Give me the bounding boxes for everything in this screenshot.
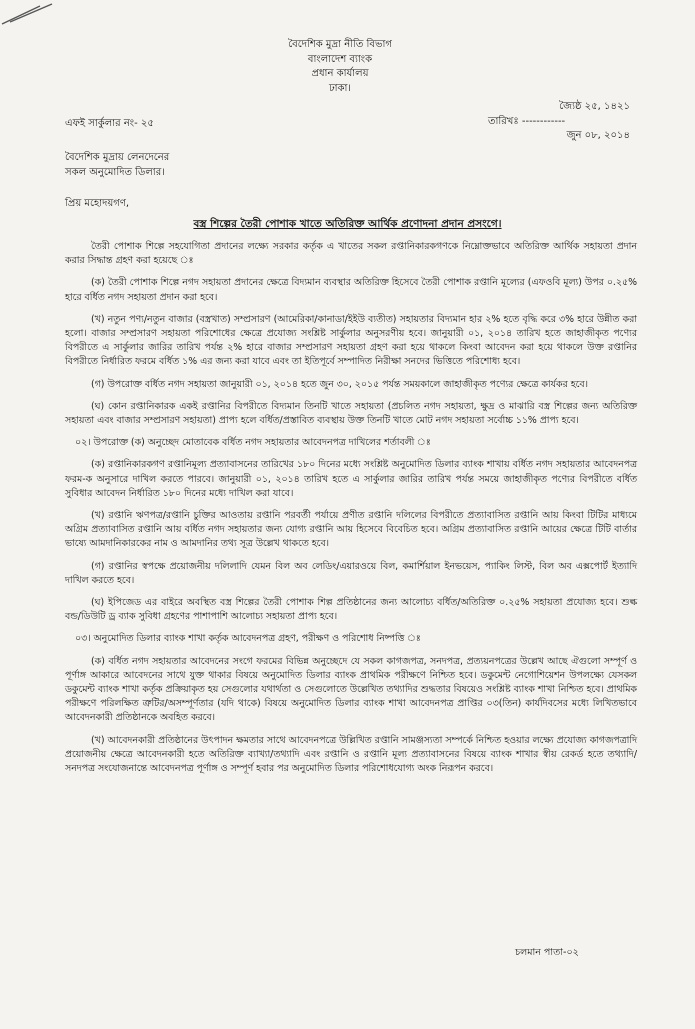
section-2-item-ga: (গ) রপ্তানির স্বপক্ষে প্রয়োজনীয় দলিলাদি যেমন বিল অব লেডিং/এয়ারওয়ে বিল, কমার্শিয়াল ইনভয়েস, প্যাকিং লিস্ট, বিল অব এক্সপোর্ট ইত্যাদি দাখিল করতে হবে। [65, 560, 637, 586]
paragraph-kha: (খ) নতুন পণ্য/নতুন বাজার (বস্ত্রখাত) সম্প্রসারণ (আমেরিকা/কানাডা/ইইউ ব্যতীত) সহায়তার বিদ্যমান হার ২% হতে বৃদ্ধি করে ৩% হারে উন্নীত করা হলো। বাজার সম্প্রসারণ সহায়তা পরিশোধের ক্ষেত্রে প্রযোজ্য সংশ্লিষ্ট সার্কুলার অনুসরণীয় হবে। জানুয়ারী ০১, ২০১৪ তারিখ হতে জাহাজীকৃত পণ্যের বিপরীতে এ সার্কুলার জারির তারিখ পর্যন্ত ২% হারে বাজার সম্প্রসারণ সহায়তা গ্রহণ করা হয়ে থাকলে কিংবা আবেদন করা হয়ে থাকলে উক্ত রপ্তানির বিপরীতে নির্ধারিত ফরমে বর্ধিত ১% এর জন্য করা যাবে এবং তা ইতিপূর্বে সম্পাদিত নিরীক্ষা সনদের ভিত্তিতে পরিশোধ্য হবে। [65, 313, 637, 368]
section-2-item-kha: (খ) রপ্তানি ঋণপত্র/রপ্তানি চুক্তির আওতায় রপ্তানি পরবর্তী পর্যায়ে প্রণীত রপ্তানি দলিলের বিপরীতে প্রত্যাবাসিত রপ্তানি আয় কিংবা টিটির মাধ্যমে অগ্রিম প্রত্যাবাসিত রপ্তানি আয় বর্ধিত নগদ সহায়তার জন্য যোগ্য রপ্তানি আয় হিসেবে বিবেচিত হবে। অগ্রিম প্রত্যাবাসিত রপ্তানি আয়ের ক্ষেত্রে টিটি বার্তার ভাষ্যে আমদানিকারকের নাম ও আমদানির তথ্য সূত্র উল্লেখ থাকতে হবে। [65, 510, 637, 550]
pen-mark-icon [0, 0, 70, 30]
section-3-heading: ০৩। অনুমোদিত ডিলার ব্যাংক শাখা কর্তৃক আবেদনপত্র গ্রহণ, পরীক্ষণ ও পরিশোধ নিষ্পত্তি ঃ [75, 633, 421, 645]
intro-paragraph: তৈরী পোশাক শিল্পে সহযোগিতা প্রদানের লক্ষ্যে সরকার কর্তৃক এ খাতের সকল রপ্তানিকারকগণকে নিম্নোক্তভাবে অতিরিক্ত আর্থিক সহায়তা প্রদান করার সিদ্ধান্ত গ্রহণ করা হয়েছে ঃ [65, 241, 637, 267]
date-block [488, 100, 648, 144]
english-date: জুন ০৮, ২০১৪ [566, 130, 630, 141]
paragraph-ka: (ক) তৈরী পোশাক শিল্পে নগদ সহায়তা প্রদানের ক্ষেত্রে বিদ্যমান ব্যবস্থার অতিরিক্ত হিসেবে তৈরী পোশাক রপ্তানি মূল্যের (এফওবি মূল্য) উপর ০.২৫% হারে বর্ধিত নগদ সহায়তা প্রদান করা হবে। [65, 277, 637, 303]
date-label: তারিখঃ [488, 115, 519, 127]
section-2-heading: ০২। উপরোক্ত (ক) অনুচ্ছেদ মোতাবেক বর্ধিত নগদ সহায়তার আবেদনপত্র দাখিলের শর্তাবলী ঃ [75, 437, 431, 449]
document-body [65, 240, 637, 784]
addressee-line-2: সকল অনুমোদিত ডিলার। [65, 166, 165, 178]
date-dashes: ------------ [521, 115, 566, 127]
addressee [65, 151, 169, 180]
bangla-date: জ্যৈষ্ঠ ২৫, ১৪২১ [559, 101, 630, 112]
subject-line [0, 217, 695, 234]
continued-page-note: চলমান পাতা-০২ [515, 947, 579, 958]
bank-name: বাংলাদেশ ব্যাংক [307, 53, 373, 65]
section-3-item-ka: (ক) বর্ধিত নগদ সহায়তার আবেদনের সংগে ফরমের বিভিন্ন অনুচ্ছেদে যে সকল কাগজপত্র, সনদপত্র, প্রত্যয়নপত্রের উল্লেখ আছে ঐগুলো সম্পূর্ণ ও পূর্ণাঙ্গ আকারে আবেদনের সাথে যুক্ত থাকার বিষয়ে অনুমোদিত ডিলার ব্যাংক প্রাথমিক পরীক্ষণে নিশ্চিত হবে। ডকুমেন্ট নেগোশিয়েশন উপলক্ষ্যে যেসকল ডকুমেন্ট ব্যাংক শাখা কর্তৃক প্রক্রিয়াকৃত হয় সেগুলোর যথার্থতা ও সেগুলোতে উল্লেখিত তথ্যাদির শুদ্ধতার বিষয়েও সংশ্লিষ্ট ব্যাংক শাখা নিশ্চিত হবে। প্রাথমিক পরীক্ষণে পরিলক্ষিত ত্রুটির/অসম্পূর্ণতার (যদি থাকে) বিষয়ে অনুমোদিত ডিলার ব্যাংক শাখা আবেদনপত্র প্রাপ্তির ০৩(তিন) কার্যদিবসের মধ্যে লিখিতভাবে আবেদনকারী প্রতিষ্ঠানকে অবহিত করবে। [65, 655, 637, 724]
office-name: প্রধান কার্যালয় [311, 68, 369, 79]
addressee-line-1: বৈদেশিক মুদ্রায় লেনদেনের [65, 152, 170, 163]
circular-number: এফই সার্কুলার নং- ২৫ [65, 118, 154, 129]
paragraph-ga: (গ) উপরোক্ত বর্ধিত নগদ সহায়তা জানুয়ারী ০১, ২০১৪ হতে জুন ৩০, ২০১৫ পর্যন্ত সময়কালে জাহাজীকৃত পণ্যের ক্ষেত্রে কার্যকর হবে। [91, 378, 588, 390]
paragraph-gha: (ঘ) কোন রপ্তানিকারক একই রপ্তানির বিপরীতে বিদ্যমান তিনটি খাতে সহায়তা (প্রচলিত নগদ সহায়তা, ক্ষুদ্র ও মাঝারি বস্ত্র শিল্পের জন্য অতিরিক্ত সহায়তা এবং বাজার সম্প্রসারণ সহায়তা) প্রাপ্য হলে বর্ধিত/প্রস্তাবিত ব্যবস্থায় উক্ত তিনটি খাতে মোট নগদ সহায়তা সর্বোচ্চ ১১% প্রাপ্য হবে। [65, 400, 637, 427]
letterhead [230, 38, 450, 96]
section-2-item-ka: (ক) রপ্তানিকারকগণ রপ্তানিমূল্য প্রত্যাবাসনের তারিখের ১৮০ দিনের মধ্যে সংশ্লিষ্ট অনুমোদিত ডিলার ব্যাংক শাখায় বর্ধিত নগদ সহায়তার আবেদনপত্র ফরম-ক অনুসারে দাখিল করতে পারবে। জানুয়ারী ০১, ২০১৪ তারিখ হতে এ সার্কুলার জারির তারিখ পর্যন্ত সময়ে জাহাজীকৃত পণ্যের বিপরীতে বর্ধিত সুবিধার আবেদন নির্ধারিত ১৮০ দিনের মধ্যে দাখিল করা যাবে। [65, 459, 637, 499]
city-name: ঢাকা। [328, 82, 352, 94]
date-label-line [488, 115, 648, 130]
section-3-item-kha: (খ) আবেদনকারী প্রতিষ্ঠানের উৎপাদন ক্ষমতার সাথে আবেদনপত্রে উল্লিখিত রপ্তানি সামঞ্জস্যতা সম্পর্কে নিশ্চিত হওয়ার লক্ষ্যে প্রযোজ্য কাগজপত্রাদি প্রয়োজনীয় ক্ষেত্রে আবেদনকারী হতে অতিরিক্ত ব্যাখ্যা/তথ্যাদি এবং রপ্তানি ও রপ্তানি মূল্য প্রত্যাবাসনের বিষয়ে ব্যাংক শাখার স্বীয় রেকর্ড হতে তথ্যাদি/সনদপত্র সংযোজনান্তে আবেদনপত্র পূর্ণাঙ্গ ও সম্পূর্ণ হবার পর অনুমোদিত ডিলার পরিশোধযোগ্য অংক নিরূপন করবে। [65, 734, 637, 775]
department-name: বৈদেশিক মুদ্রা নীতি বিভাগ [288, 39, 392, 50]
subject-text: বস্ত্র শিল্পের তৈরী পোশাক খাতে অতিরিক্ত আর্থিক প্রণোদনা প্রদান প্রসংগে। [193, 218, 502, 230]
salutation: প্রিয় মহোদয়গণ, [65, 198, 130, 209]
section-2-item-gha: (ঘ) ইপিজেড এর বাইরে অবস্থিত বস্ত্র শিল্পের তৈরী পোশাক শিল্প প্রতিষ্ঠানের জন্য আলোচ্য বর্ধিত/অতিরিক্ত ০.২৫% সহায়তা প্রযোজ্য হবে। শুল্ক বন্ড/ডিউটি ড্র ব্যাক সুবিধা গ্রহণের পাশাপাশি আলোচ্য সহায়তা প্রাপ্য হবে। [65, 597, 637, 623]
